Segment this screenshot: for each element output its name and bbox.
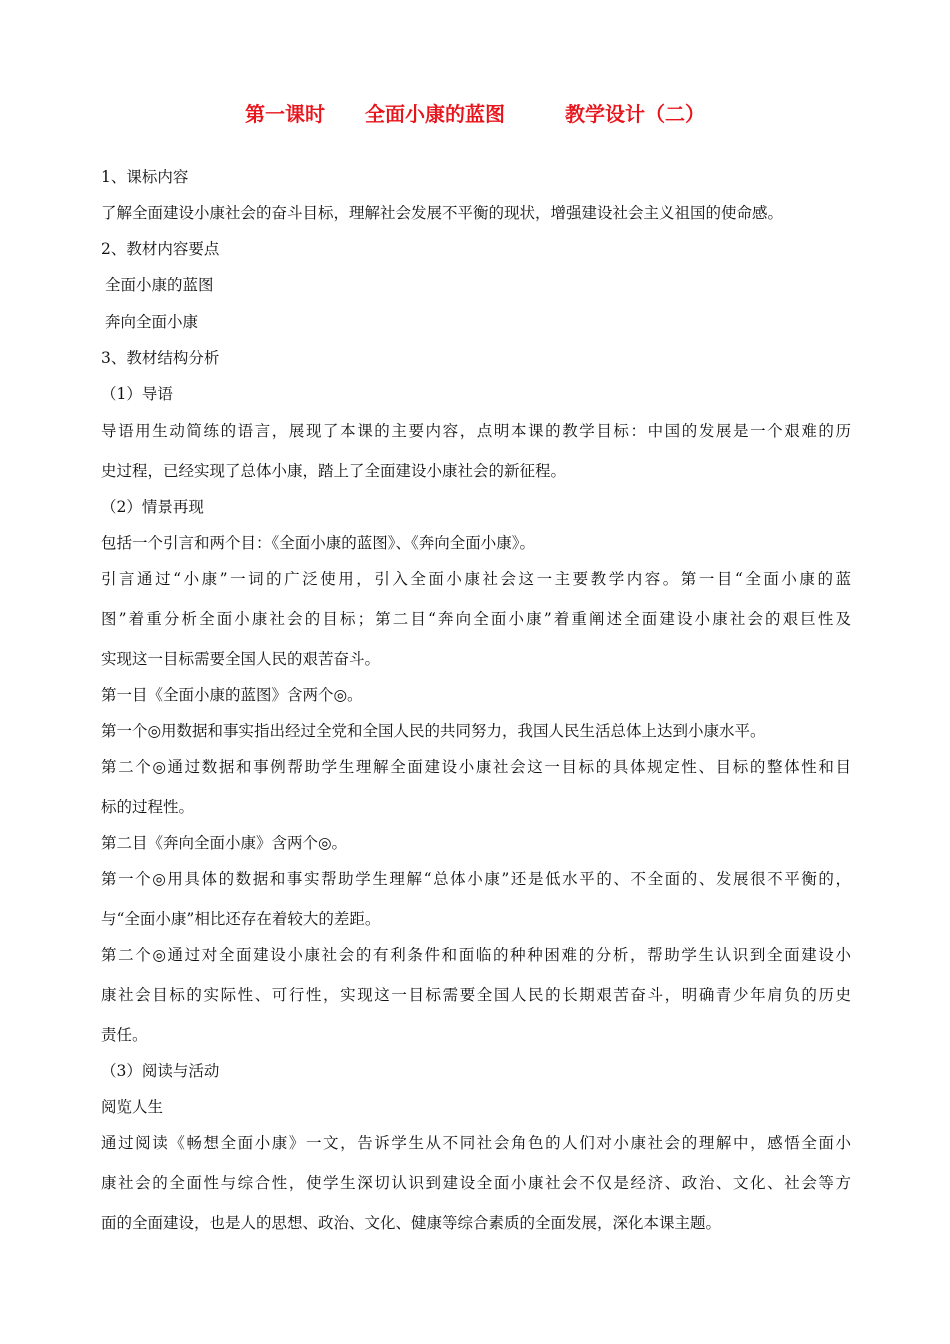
paragraph-line: 面的全面建设，也是人的思想、政治、文化、健康等综合素质的全面发展，深化本课主题。 bbox=[101, 1214, 722, 1232]
paragraph-line: 与“全面小康”相比还存在着较大的差距。 bbox=[101, 910, 381, 928]
document-title: 第一课时 全面小康的蓝图 教学设计（二） bbox=[245, 102, 705, 126]
paragraph-line: 导语用生动简练的语言，展现了本课的主要内容，点明本课的教学目标：中国的发展是一个艰难的历 bbox=[101, 422, 851, 440]
subsection-heading: （3）阅读与活动 bbox=[101, 1062, 220, 1080]
list-item: 奔向全面小康 bbox=[105, 313, 199, 331]
paragraph-line: 第一个◎用数据和事实指出经过全党和全国人民的共同努力，我国人民生活总体上达到小康水平。 bbox=[101, 722, 766, 740]
paragraph-line: 了解全面建设小康社会的奋斗目标，理解社会发展不平衡的现状，增强建设社会主义祖国的使命感。 bbox=[101, 204, 784, 222]
paragraph-line: 第二目《奔向全面小康》含两个◎。 bbox=[101, 834, 348, 852]
paragraph-line: 第一目《全面小康的蓝图》含两个◎。 bbox=[101, 686, 363, 704]
section-heading-1: 1、课标内容 bbox=[101, 168, 189, 186]
paragraph-line: 引言通过“小康”一词的广泛使用，引入全面小康社会这一主要教学内容。第一目“全面小康的蓝 bbox=[101, 570, 851, 588]
paragraph-line: 第二个◎通过数据和事例帮助学生理解全面建设小康社会这一目标的具体规定性、目标的整体性和目 bbox=[101, 758, 851, 776]
subsection-heading: （1）导语 bbox=[101, 385, 173, 403]
paragraph-line: 康社会目标的实际性、可行性，实现这一目标需要全国人民的长期艰苦奋斗，明确青少年肩负的历史 bbox=[101, 986, 851, 1004]
paragraph-line: 实现这一目标需要全国人民的艰苦奋斗。 bbox=[101, 650, 381, 668]
list-item: 全面小康的蓝图 bbox=[105, 276, 214, 294]
paragraph-line: 通过阅读《畅想全面小康》一文，告诉学生从不同社会角色的人们对小康社会的理解中，感悟全面小 bbox=[101, 1134, 851, 1152]
section-heading-3: 3、教材结构分析 bbox=[101, 349, 220, 367]
section-heading-2: 2、教材内容要点 bbox=[101, 240, 220, 258]
paragraph-line: 图”着重分析全面小康社会的目标；第二目“奔向全面小康”着重阐述全面建设小康社会的艰巨性及 bbox=[101, 610, 851, 628]
paragraph-line: 阅览人生 bbox=[101, 1098, 164, 1116]
paragraph-line: 史过程，已经实现了总体小康，踏上了全面建设小康社会的新征程。 bbox=[101, 462, 567, 480]
paragraph-line: 包括一个引言和两个目：《全面小康的蓝图》、《奔向全面小康》。 bbox=[101, 534, 536, 552]
paragraph-line: 第二个◎通过对全面建设小康社会的有利条件和面临的种种困难的分析，帮助学生认识到全面建设小 bbox=[101, 946, 851, 964]
paragraph-line: 康社会的全面性与综合性，使学生深切认识到建设全面小康社会不仅是经济、政治、文化、社会等方 bbox=[101, 1174, 851, 1192]
paragraph-line: 第一个◎用具体的数据和事实帮助学生理解“总体小康”还是低水平的、不全面的、发展很不平衡的， bbox=[101, 870, 851, 888]
paragraph-line: 标的过程性。 bbox=[101, 798, 195, 816]
paragraph-line: 责任。 bbox=[101, 1026, 148, 1044]
subsection-heading: （2）情景再现 bbox=[101, 498, 204, 516]
